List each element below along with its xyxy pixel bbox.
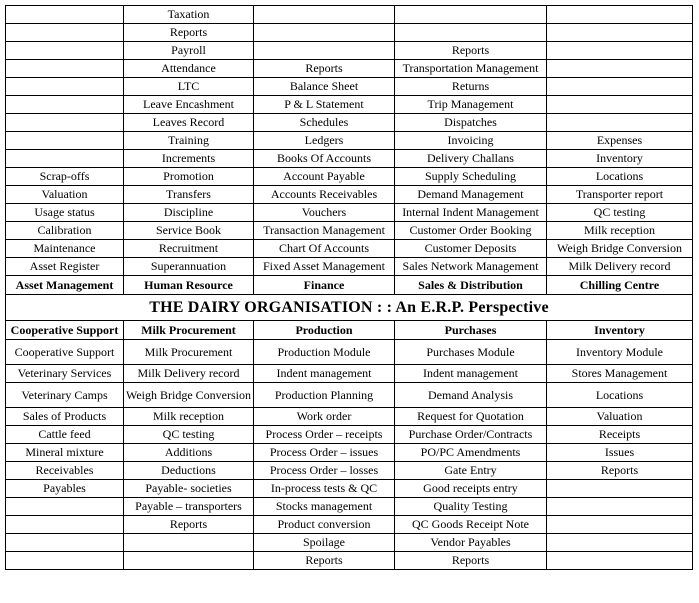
table-cell: Transaction Management	[254, 222, 395, 240]
table-cell: Discipline	[124, 204, 254, 222]
table-cell: Usage status	[6, 204, 124, 222]
table-cell: Valuation	[6, 186, 124, 204]
header-inventory: Inventory	[547, 321, 693, 340]
table-cell: Transportation Management	[395, 60, 547, 78]
table-cell: Veterinary Camps	[6, 383, 124, 408]
bottom-table-row	[6, 480, 693, 498]
table-cell: Purchase Order/Contracts	[395, 426, 547, 444]
table-cell: Stocks management	[254, 498, 395, 516]
table-cell	[547, 96, 693, 114]
table-cell: Process Order – issues	[254, 444, 395, 462]
top-table-row	[6, 24, 693, 42]
top-table-row	[6, 6, 693, 24]
table-cell: Spoilage	[254, 534, 395, 552]
table-cell: Reports	[124, 516, 254, 534]
table-cell	[6, 132, 124, 150]
table-cell: Weigh Bridge Conversion	[124, 383, 254, 408]
table-cell	[547, 60, 693, 78]
table-cell: Valuation	[547, 408, 693, 426]
top-table-row	[6, 240, 693, 258]
table-cell	[124, 534, 254, 552]
table-cell: Good receipts entry	[395, 480, 547, 498]
table-cell: Fixed Asset Management	[254, 258, 395, 276]
table-cell: Veterinary Services	[6, 365, 124, 383]
table-cell	[6, 534, 124, 552]
bottom-table-row	[6, 552, 693, 570]
table-cell: Locations	[547, 383, 693, 408]
bottom-table-row	[6, 462, 693, 480]
bottom-header-row	[6, 321, 693, 340]
table-cell: Transporter report	[547, 186, 693, 204]
table-cell: Quality Testing	[395, 498, 547, 516]
table-cell: Recruitment	[124, 240, 254, 258]
table-cell: Trip Management	[395, 96, 547, 114]
table-cell	[254, 42, 395, 60]
bottom-table-row	[6, 444, 693, 462]
table-cell: Leave Encashment	[124, 96, 254, 114]
table-cell: Process Order – receipts	[254, 426, 395, 444]
table-cell: Reports	[547, 462, 693, 480]
table-cell	[6, 498, 124, 516]
table-cell: Increments	[124, 150, 254, 168]
table-cell	[124, 552, 254, 570]
table-cell: Milk Procurement	[124, 340, 254, 365]
bottom-section	[6, 340, 693, 570]
table-cell	[254, 6, 395, 24]
table-cell: Scrap-offs	[6, 168, 124, 186]
table-cell: Issues	[547, 444, 693, 462]
table-cell: Receipts	[547, 426, 693, 444]
table-cell: Supply Scheduling	[395, 168, 547, 186]
table-cell: Process Order – losses	[254, 462, 395, 480]
table-cell: Reports	[395, 42, 547, 60]
top-table-row	[6, 186, 693, 204]
table-cell: Sales of Products	[6, 408, 124, 426]
table-cell: In-process tests & QC	[254, 480, 395, 498]
top-table-row	[6, 42, 693, 60]
header-chilling-centre: Chilling Centre	[547, 276, 693, 295]
header-purchases: Purchases	[395, 321, 547, 340]
table-cell	[6, 516, 124, 534]
table-cell: Training	[124, 132, 254, 150]
top-table-row	[6, 78, 693, 96]
table-cell: Product conversion	[254, 516, 395, 534]
table-cell: Inventory Module	[547, 340, 693, 365]
table-cell: Indent management	[395, 365, 547, 383]
table-cell: Balance Sheet	[254, 78, 395, 96]
page-title: THE DAIRY ORGANISATION : : An E.R.P. Perspective	[6, 295, 693, 321]
table-cell: Receivables	[6, 462, 124, 480]
top-table-row	[6, 204, 693, 222]
table-cell: Inventory	[547, 150, 693, 168]
table-cell: Purchases Module	[395, 340, 547, 365]
table-cell: Customer Deposits	[395, 240, 547, 258]
table-cell: Request for Quotation	[395, 408, 547, 426]
table-cell	[395, 6, 547, 24]
header-cooperative-support: Cooperative Support	[6, 321, 124, 340]
table-cell: Gate Entry	[395, 462, 547, 480]
table-cell: Account Payable	[254, 168, 395, 186]
header-milk-procurement: Milk Procurement	[124, 321, 254, 340]
bottom-table-row	[6, 534, 693, 552]
table-cell	[547, 552, 693, 570]
table-cell: Maintenance	[6, 240, 124, 258]
table-cell: Milk Delivery record	[124, 365, 254, 383]
top-table-row	[6, 132, 693, 150]
table-cell: Taxation	[124, 6, 254, 24]
header-asset-management: Asset Management	[6, 276, 124, 295]
table-cell	[547, 516, 693, 534]
table-cell: Milk reception	[124, 408, 254, 426]
table-cell: Books Of Accounts	[254, 150, 395, 168]
table-cell: Deductions	[124, 462, 254, 480]
table-cell: Stores Management	[547, 365, 693, 383]
table-cell: Reports	[254, 552, 395, 570]
table-cell: PO/PC Amendments	[395, 444, 547, 462]
table-cell: Demand Management	[395, 186, 547, 204]
table-cell: Customer Order Booking	[395, 222, 547, 240]
table-cell: Payable- societies	[124, 480, 254, 498]
table-cell: Leaves Record	[124, 114, 254, 132]
top-section	[6, 6, 693, 276]
table-cell: Vouchers	[254, 204, 395, 222]
top-table-row	[6, 222, 693, 240]
table-cell: Cattle feed	[6, 426, 124, 444]
erp-document	[5, 5, 692, 570]
table-cell: QC testing	[547, 204, 693, 222]
table-cell: Indent management	[254, 365, 395, 383]
table-cell: Production Module	[254, 340, 395, 365]
table-cell	[395, 24, 547, 42]
table-cell: Schedules	[254, 114, 395, 132]
bottom-table-row	[6, 426, 693, 444]
top-header-section	[6, 276, 693, 340]
table-cell: Work order	[254, 408, 395, 426]
bottom-table-row	[6, 408, 693, 426]
table-cell: Sales Network Management	[395, 258, 547, 276]
erp-table	[5, 5, 693, 570]
top-header-row	[6, 276, 693, 295]
table-cell: Chart Of Accounts	[254, 240, 395, 258]
header-human-resource: Human Resource	[124, 276, 254, 295]
table-cell: Milk reception	[547, 222, 693, 240]
table-cell	[547, 6, 693, 24]
table-cell	[6, 6, 124, 24]
title-row	[6, 295, 693, 321]
top-table-row	[6, 114, 693, 132]
table-cell: Vendor Payables	[395, 534, 547, 552]
table-cell: Reports	[124, 24, 254, 42]
table-cell	[254, 24, 395, 42]
table-cell: Superannuation	[124, 258, 254, 276]
header-finance: Finance	[254, 276, 395, 295]
table-cell: Asset Register	[6, 258, 124, 276]
header-sales-distribution: Sales & Distribution	[395, 276, 547, 295]
table-cell: Milk Delivery record	[547, 258, 693, 276]
table-cell: Demand Analysis	[395, 383, 547, 408]
table-cell: Payable – transporters	[124, 498, 254, 516]
table-cell	[547, 498, 693, 516]
table-cell	[6, 24, 124, 42]
table-cell	[6, 60, 124, 78]
table-cell: Cooperative Support	[6, 340, 124, 365]
header-production: Production	[254, 321, 395, 340]
top-table-row	[6, 150, 693, 168]
table-cell	[547, 78, 693, 96]
top-table-row	[6, 168, 693, 186]
bottom-table-row	[6, 498, 693, 516]
table-cell: Mineral mixture	[6, 444, 124, 462]
table-cell: Payables	[6, 480, 124, 498]
table-cell	[547, 534, 693, 552]
table-cell: QC testing	[124, 426, 254, 444]
bottom-table-row	[6, 383, 693, 408]
table-cell: Ledgers	[254, 132, 395, 150]
table-cell: Expenses	[547, 132, 693, 150]
table-cell	[6, 150, 124, 168]
bottom-table-row	[6, 516, 693, 534]
table-cell: LTC	[124, 78, 254, 96]
table-cell	[547, 480, 693, 498]
table-cell: Transfers	[124, 186, 254, 204]
table-cell: Attendance	[124, 60, 254, 78]
table-cell: Delivery Challans	[395, 150, 547, 168]
table-cell: Internal Indent Management	[395, 204, 547, 222]
table-cell: Accounts Receivables	[254, 186, 395, 204]
top-table-row	[6, 96, 693, 114]
table-cell: Dispatches	[395, 114, 547, 132]
table-cell	[6, 96, 124, 114]
table-cell	[547, 42, 693, 60]
table-cell: Weigh Bridge Conversion	[547, 240, 693, 258]
table-cell	[6, 552, 124, 570]
bottom-table-row	[6, 340, 693, 365]
table-cell: Calibration	[6, 222, 124, 240]
table-cell	[547, 114, 693, 132]
top-table-row	[6, 258, 693, 276]
top-table-row	[6, 60, 693, 78]
table-cell: QC Goods Receipt Note	[395, 516, 547, 534]
table-cell: Promotion	[124, 168, 254, 186]
table-cell: Additions	[124, 444, 254, 462]
table-cell: Reports	[395, 552, 547, 570]
table-cell	[547, 24, 693, 42]
table-cell	[6, 78, 124, 96]
table-cell	[6, 114, 124, 132]
table-cell	[6, 42, 124, 60]
table-cell: Locations	[547, 168, 693, 186]
table-cell: Service Book	[124, 222, 254, 240]
table-cell: P & L Statement	[254, 96, 395, 114]
table-cell: Returns	[395, 78, 547, 96]
table-cell: Reports	[254, 60, 395, 78]
table-cell: Production Planning	[254, 383, 395, 408]
bottom-table-row	[6, 365, 693, 383]
table-cell: Invoicing	[395, 132, 547, 150]
table-cell: Payroll	[124, 42, 254, 60]
